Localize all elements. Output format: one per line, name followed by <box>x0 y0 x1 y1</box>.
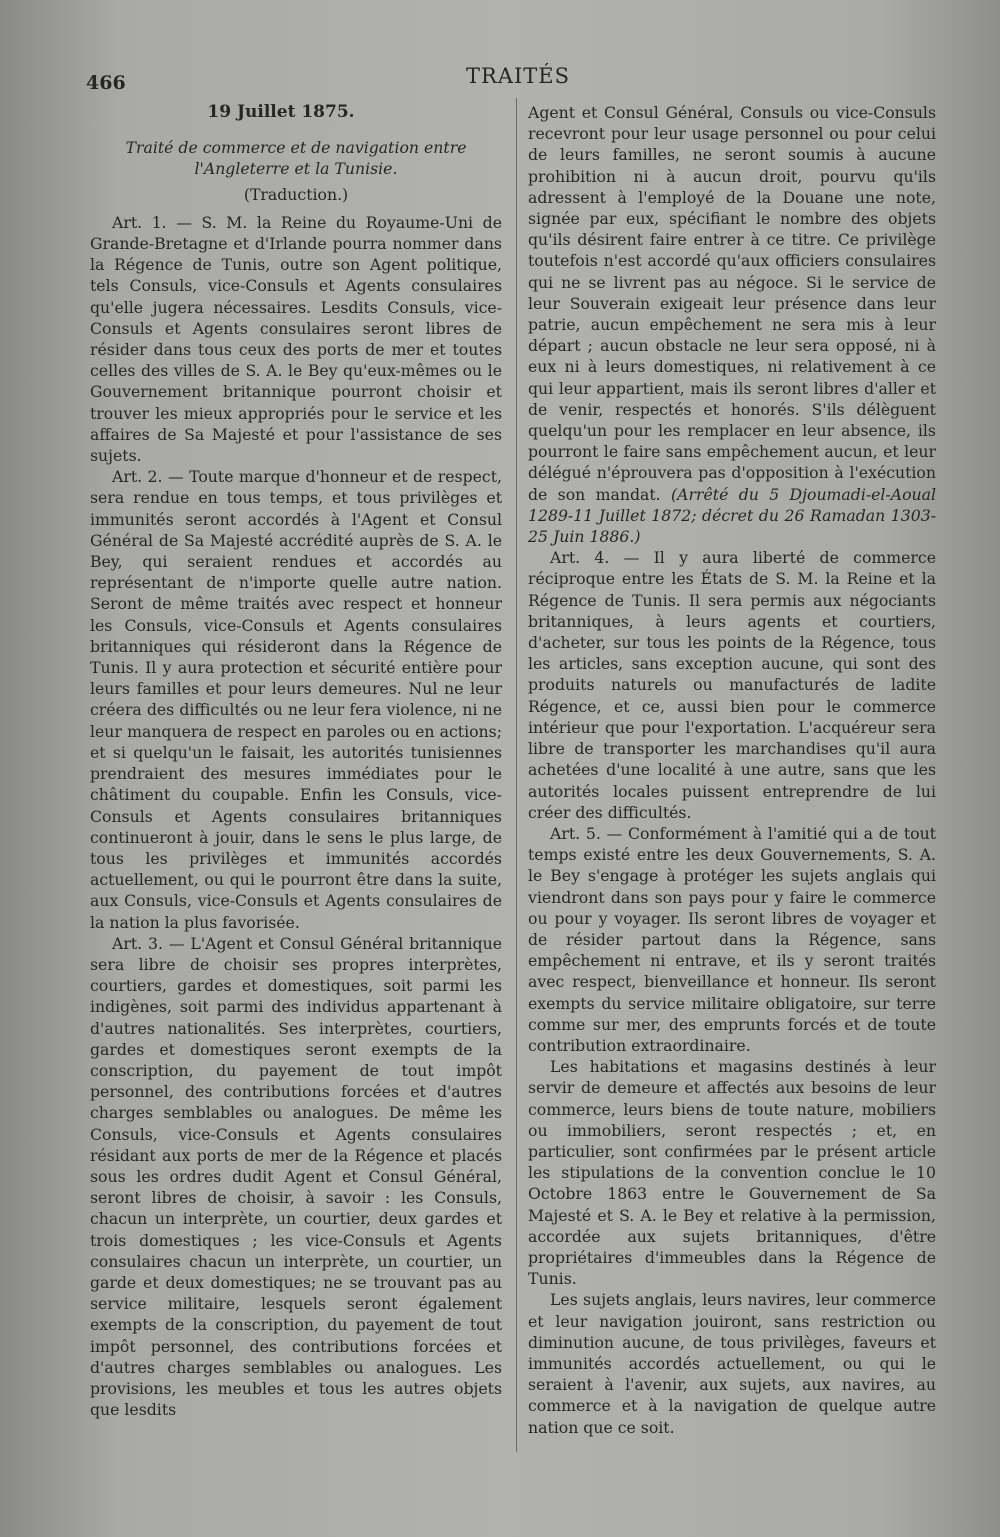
article-1: Art. 1. — S. M. la Reine du Royaume-Uni de Grande-Bretagne et d'Irlande pourra nommer dans la Régence de Tunis, outre son Agent politique, tels Consuls, vice-Consuls et Agents consulaires qu'elle jugera nécessaires. Lesdits Consuls, vice-Consuls et Agents consulaires seront libres de résider dans tous ceux des ports de mer et toutes celles des villes de S. A. le Bey qu'eux-mêmes ou le Gouvernement britannique pourront choisir et trouver les mieux appropriés pour le service et les affaires de Sa Majesté et pour l'assistance de ses sujets. <box>90 212 502 466</box>
article-3-continued-text: Agent et Consul Général, Consuls ou vice-Consuls recevront pour leur usage personnel ou pour celui de leurs familles, ne seront soumis à aucune prohibition ni à aucun droit, pourvu qu'ils adressent à l'employé de la Douane une note, signée par eux, spécifiant le nombre des objets qu'ils désirent faire entrer à ce titre. Ce privilège toutefois n'est accordé qu'aux officiers consulaires qui ne se livrent pas au négoce. Si le service de leur Souverain exigeait leur présence dans leur patrie, aucun empêchement ne sera mis à leur départ ; aucun obstacle ne leur sera opposé, ni à eux ni à leurs domestiques, ni relativement à ce qui leur appartient, mais ils seront libres d'aller et de venir, respectés et honorés. S'ils délèguent quelqu'un pour les remplacer en leur absence, ils pourront le faire sans empêchement aucun, et leur délégué n'éprouvera pas d'opposition à l'exécution de son mandat. <box>528 103 936 504</box>
right-column <box>528 102 936 1438</box>
left-column <box>90 102 502 1420</box>
article-5: Art. 5. — Conformément à l'amitié qui a de tout temps existé entre les deux Gouvernements, S. A. le Bey s'engage à protéger les sujets anglais qui viendront dans son pays pour y faire le commerce ou pour y voyager. Ils seront libres de voyager et de résider partout dans la Régence, sans empêchement ni entrave, et ils y seront traités avec respect, bienveillance et honneur. Ils seront exempts du service militaire obligatoire, sur terre comme sur mer, des emprunts forcés et de toute contribution extraordinaire. <box>528 823 936 1055</box>
article-3: Art. 3. — L'Agent et Consul Général britannique sera libre de choisir ses propres interprètes, courtiers, gardes et domestiques, soit parmi les indigènes, soit parmi des individus appartenant à d'autres nationalités. Ses interprètes, courtiers, gardes et domestiques seront exempts de la conscription, du payement de tout impôt personnel, des contributions forcées et d'autres charges semblables ou analogues. De même les Consuls, vice-Consuls et Agents consulaires résidant aux ports de mer de la Régence et placés sous les ordres dudit Agent et Consul Général, seront libres de choisir, à savoir : les Consuls, chacun un interprète, un courtier, deux gardes et trois domestiques ; les vice-Consuls et Agents consulaires chacun un interprète, un courtier, un garde et deux domestiques; ne se trouvant pas au service militaire, lesquels seront également exempts de la conscription, du payement de tout impôt personnel, des contributions forcées et d'autres charges semblables ou analogues. Les provisions, les meubles et tous les autres objets que lesdits <box>90 933 502 1420</box>
column-divider <box>516 98 517 1452</box>
translation-note: (Traduction.) <box>243 184 349 204</box>
page-number: 466 <box>86 72 126 94</box>
treaty-date: 19 Juillet 1875. <box>207 102 355 122</box>
article-4: Art. 4. — Il y aura liberté de commerce réciproque entre les États de S. M. la Reine et la Régence de Tunis. Il sera permis aux négociants britanniques, à leurs agents et courtiers, d'acheter, sur tous les points de la Régence, tous les articles, sans exception aucune, qui sont des produits naturels ou manufacturés de ladite Régence, et ce, aussi bien pour le commerce intérieur que pour l'exportation. L'acquéreur sera libre de transporter les marchandises qu'il aura achetées d'une localité à une autre, sans que les autorités locales puissent entreprendre de lui créer des difficultés. <box>528 548 936 822</box>
article-3-citation: (Arrêté du 5 Djoumadi-el-Aoual 1289-11 Juillet 1872; décret du 26 Ramadan 1303-25 Juin 1886.) <box>528 484 936 547</box>
article-2: Art. 2. — Toute marque d'honneur et de respect, sera rendue en tous temps, et tous privilèges et immunités seront accordés à l'Agent et Consul Général de Sa Majesté accrédité auprès de S. A. le Bey, qui seraient rendues et accordés au représentant de n'importe quelle autre nation. Seront de même traités avec respect et honneur les Consuls, vice-Consuls et Agents consulaires britanniques qui résideront dans la Régence de Tunis. Il y aura protection et sécurité entière pour leurs familles et pour leurs demeures. Nul ne leur créera des difficultés ou ne leur fera violence, ni ne leur manquera de respect en paroles ou en actions; et si quelqu'un le faisait, les autorités tunisiennes prendraient des mesures immédiates pour le châtiment du coupable. Enfin les Consuls, vice-Consuls et Agents consulaires britanniques continueront à jouir, dans le sens le plus large, de tous les privilèges et immunités accordés actuellement, ou qui le pourront être dans la suite, aux Consuls, vice-Consuls et Agents consulaires de la nation la plus favorisée. <box>90 467 502 932</box>
article-3-continued <box>528 102 936 547</box>
paragraph-habitations: Les habitations et magasins destinés à leur servir de demeure et affectés aux besoins de leur commerce, leurs biens de toute nature, mobiliers ou immobiliers, seront respectés ; et, en particulier, sont confirmées par le présent article les stipulations de la convention conclue le 10 Octobre 1863 entre le Gouvernement de Sa Majesté et S. A. le Bey et relative à la permission, accordée aux sujets britanniques, d'être propriétaires d'immeubles dans la Régence de Tunis. <box>528 1057 936 1289</box>
treaty-title: Traité de commerce et de navigation entre l'Angleterre et la Tunisie. <box>125 138 467 179</box>
paragraph-sujets: Les sujets anglais, leurs navires, leur commerce et leur navigation jouiront, sans restriction ou diminution aucune, de tous privilèges, faveurs et immunités accordés actuellement, ou qui le seraient à l'avenir, aux sujets, aux navires, au commerce et à la navigation de quelque autre nation que ce soit. <box>528 1290 936 1437</box>
running-header: TRAITÉS <box>466 64 571 88</box>
